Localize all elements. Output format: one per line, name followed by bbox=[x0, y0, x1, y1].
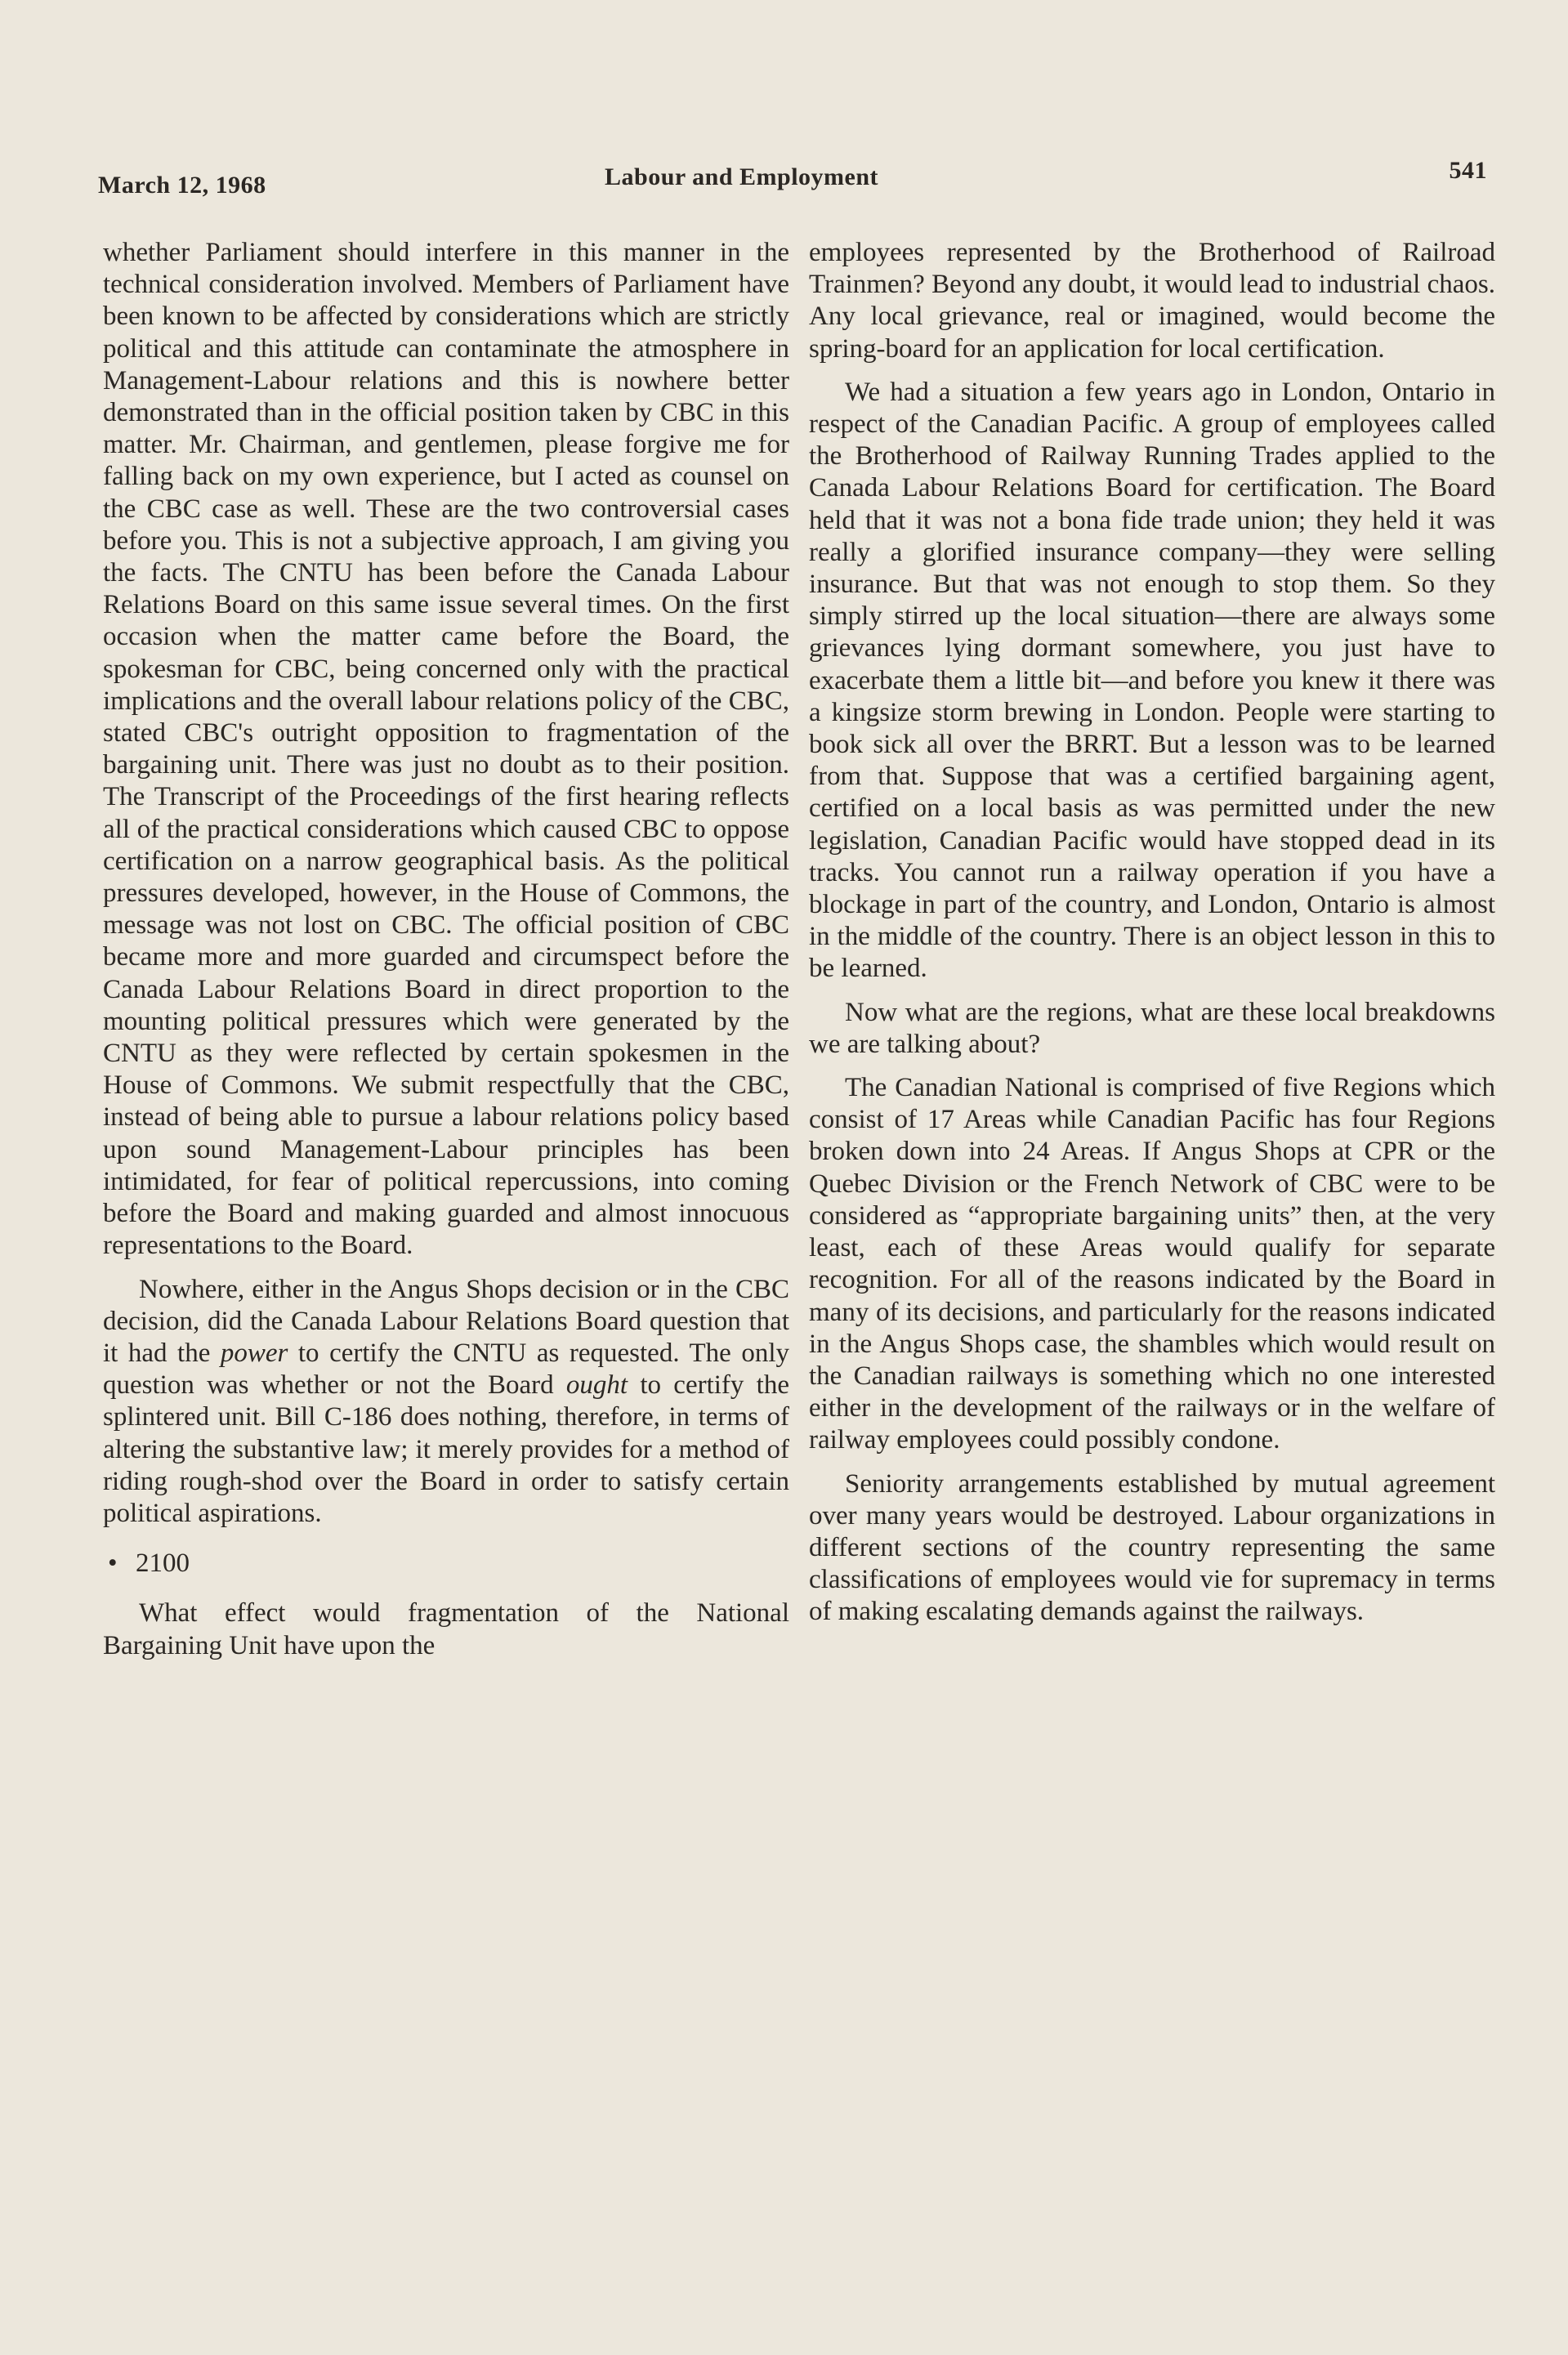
text-span: Nowhere, either in the Angus Shops decision or in the CBC decision, did the Canada Labour Relations Board question that it had the bbox=[103, 1274, 789, 1368]
paragraph: We had a situation a few years ago in London, Ontario in respect of the Canadian Pacific. A group of employees called the Brotherhood of Railway Running Trades applied to the Canada Labour Relations Board for certification. The Board held that it was not a bona fide trade union; they held it was really a glorified insurance company—they were selling insurance. But that was not enough to stop them. So they simply stirred up the local situation—there are always some grievances lying dormant somewhere, you just have to exacerbate them a little bit—and before you knew it there was a kingsize storm brewing in London. People were starting to book sick all over the BRRT. But a lesson was to be learned from that. Suppose that was a certified bargaining agent, certified on a local basis as was permitted under the new legislation, Canadian Pacific would have stopped dead in its tracks. You cannot run a railway operation if you have a blockage in part of the country, and London, Ontario is almost in the middle of the country. There is an object lesson in this to be learned. bbox=[809, 377, 1495, 984]
time-marker bbox=[108, 1548, 789, 1580]
left-column bbox=[103, 237, 789, 1674]
paragraph bbox=[103, 1274, 789, 1531]
text-span: to certify the splintered unit. Bill C-186 does nothing, therefore, in terms of altering the substantive law; it merely provides for a method of riding rough-shod over the Board in order to satisfy certain political aspirations. bbox=[103, 1370, 789, 1528]
bullet-icon: • bbox=[108, 1548, 118, 1579]
paragraph: employees represented by the Brotherhood of Railroad Trainmen? Beyond any doubt, it would lead to industrial chaos. Any local grievance, real or imagined, would become the spring-board for an application for local certification. bbox=[809, 238, 1495, 364]
emphasis: ought bbox=[565, 1370, 628, 1401]
paragraph: What effect would fragmentation of the National Bargaining Unit have upon the bbox=[103, 1598, 789, 1660]
paragraph: Now what are the regions, what are these local breakdowns we are talking about? bbox=[809, 997, 1495, 1059]
header-title: Labour and Employment bbox=[605, 163, 879, 190]
text-span: to certify the CNTU as requested. The only question was whether or not the Board bbox=[103, 1338, 789, 1401]
paragraph: whether Parliament should interfere in this manner in the technical consideration involved. Members of Parliament have been known to be affected by considerations which are strictly political and this attitude can contaminate the atmosphere in Management-Labour relations and this is nowhere better demonstrated than in the official position taken by CBC in this matter. Mr. Chairman, and gentlemen, please forgive me for falling back on my own experience, but I acted as counsel on the CBC case as well. These are the two controversial cases before you. This is not a subjective approach, I am giving you the facts. The CNTU has been before the Canada Labour Relations Board on this same issue several times. On the first occasion when the matter came before the Board, the spokesman for CBC, being concerned only with the practical implications and the overall labour relations policy of the CBC, stated CBC's outright opposition to fragmentation of the bargaining unit. There was just no doubt as to their position. The Transcript of the Proceedings of the first hearing reflects all of the practical considerations which caused CBC to oppose certification on a narrow geographical basis. As the political pressures developed, however, in the House of Commons, the message was not lost on CBC. The official position of CBC became more and more guarded and circumspect before the Canada Labour Relations Board in direct proportion to the mounting political pressures which were generated by the CNTU as they were reflected by certain spokesmen in the House of Commons. We submit respectfully that the CBC, instead of being able to pursue a labour relations policy based upon sound Management-Labour principles has been intimidated, for fear of political repercussions, into coming before the Board and making guarded and almost innocuous representations to the Board. bbox=[103, 238, 789, 1261]
right-column bbox=[809, 237, 1495, 1640]
paragraph: Seniority arrangements established by mutual agreement over many years would be destroyed. Labour organizations in different sections of the country representing the same classifications of employees would vie for supremacy in terms of making escalating demands against the railways. bbox=[809, 1468, 1495, 1627]
page-header bbox=[98, 157, 1487, 212]
time-marker-text: 2100 bbox=[136, 1548, 190, 1579]
paragraph: The Canadian National is comprised of five Regions which consist of 17 Areas while Canadian Pacific has four Regions broken down into 24 Areas. If Angus Shops at CPR or the Quebec Division or the French Network of CBC were to be considered as “appropriate bargaining units” then, at the very least, each of these Areas would qualify for separate recognition. For all of the reasons indicated by the Board in many of its decisions, and particularly for the reasons indicated in the Angus Shops case, the shambles which would result on the Canadian railways is something which no one interested either in the development of the railways or in the welfare of railway employees could possibly condone. bbox=[809, 1073, 1495, 1455]
page-number: 541 bbox=[1449, 157, 1487, 184]
emphasis: power bbox=[220, 1338, 288, 1368]
header-date: March 12, 1968 bbox=[98, 172, 266, 199]
